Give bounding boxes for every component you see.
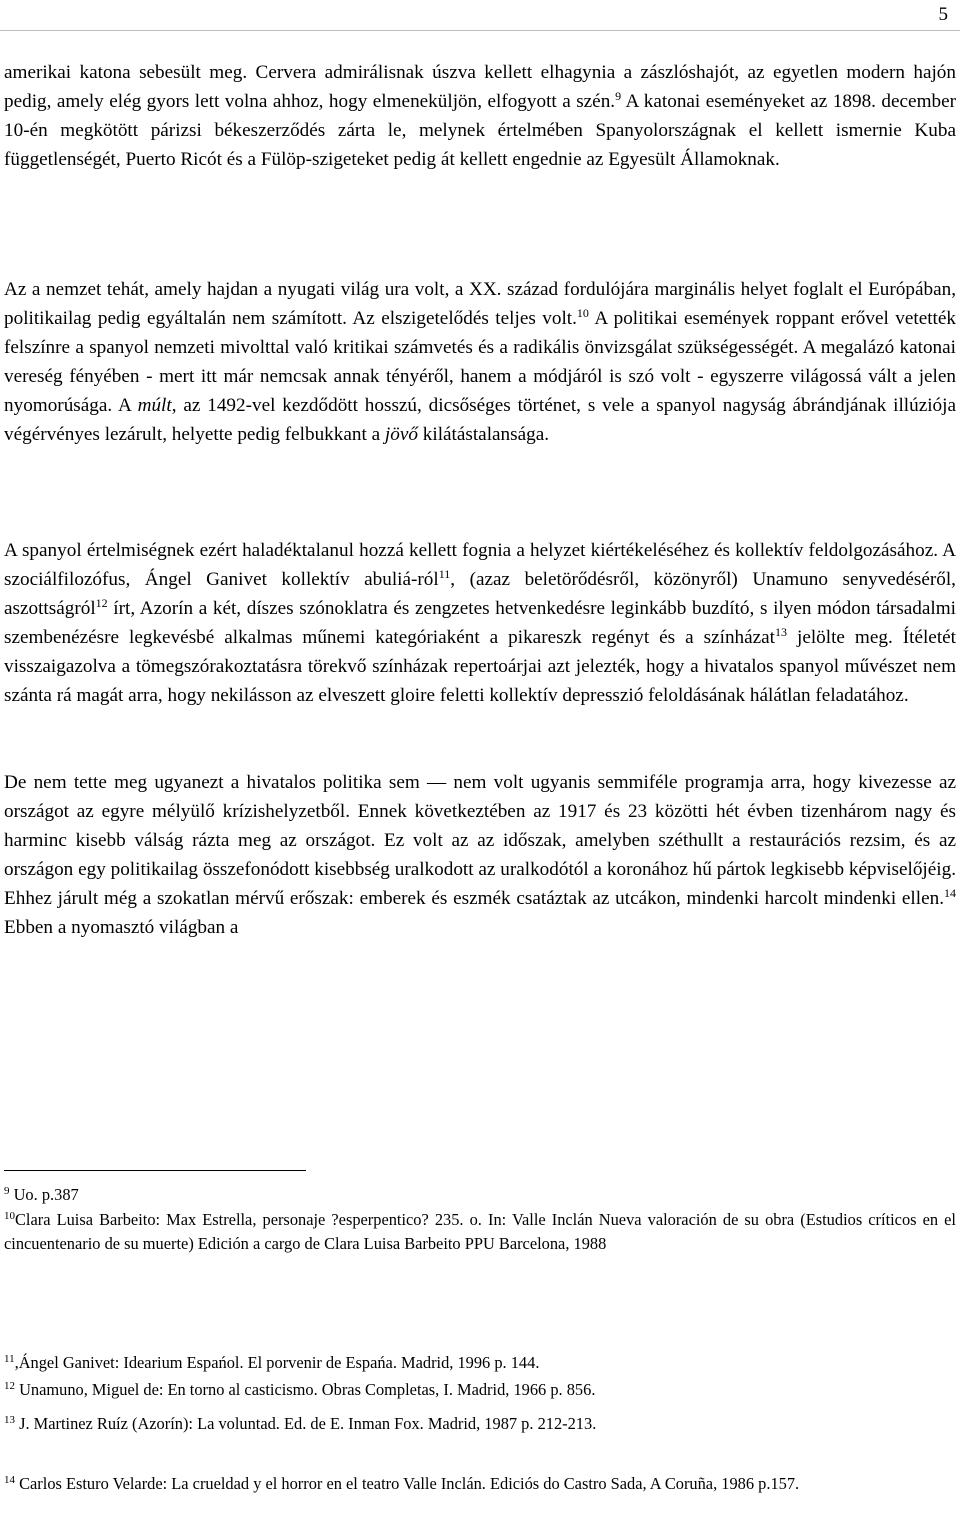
paragraph-3-text-c: írt, Azorín a két, díszes szónoklatra és zengzetes hetvenkedésre leginkább buzdító, s ilyen módon társadalmi szembenézésre legkevésbé alkalmas műnemi kategóriaként a pikareszk regényt és a színházat [4, 598, 956, 648]
paragraph-2-text-c: , az 1492-vel kezdődött hosszú, dicsőséges történet, s vele a spanyol nagyság ábrándjának illúziója végérvényes lezárult, helyette pedig felbukkant a [4, 395, 956, 445]
paragraph-2-text-d: kilátástalansága. [417, 424, 550, 445]
footnote-ref-13[interactable]: 13 [775, 624, 788, 639]
footnote-number: 13 [4, 1413, 15, 1426]
paragraph-3-text-d: jelölte meg. Ítéletét visszaigazolva a tömegszórakoztatásra törekvő színházak repertoárjai azt jelezték, hogy a hivatalos spanyol művészet nem szánta rá magát arra, hogy nekilásson az elveszett gloire feletti kollektív depresszió feloldásának hálátlan feladatához. [4, 627, 956, 706]
footnote-text: ,Ángel Ganivet: Idearium Espańol. El porvenir de Espańa. Madrid, 1996 p. 144. [14, 1353, 540, 1372]
footnote-14 [4, 1472, 956, 1496]
footnote-9 [4, 1183, 956, 1207]
paragraph-3 [4, 536, 956, 710]
footnote-separator [4, 1170, 306, 1171]
footnote-12 [4, 1378, 956, 1402]
footnote-text: Carlos Esturo Velarde: La crueldad y el horror en el teatro Valle Inclán. Ediciós do Castro Sada, A Coruña, 1986 p.157. [15, 1474, 800, 1493]
footnote-text: J. Martinez Ruíz (Azorín): La voluntad. Ed. de E. Inman Fox. Madrid, 1987 p. 212-213. [15, 1414, 597, 1433]
footnote-10 [4, 1208, 956, 1256]
paragraph-1 [4, 58, 956, 174]
page-number: 5 [938, 4, 948, 25]
paragraph-4-text-a: De nem tette meg ugyanezt a hivatalos politika sem — nem volt ugyanis semmiféle programja arra, hogy kivezesse az országot az egyre mélyülő krízishelyzetből. Ennek következtében az 1917 és 23 közötti hét évben tizenhárom nagy és harminc kisebb válság rázta meg az országot. Ez volt az az időszak, amelyben széthullt a restaurációs rezsim, és az országon egy politikailag összefonódott kisebbség uralkodott az uralkodótól a koronához hű pártok legkisebb képviselőjéig. Ehhez járult még a szokatlan mérvű erőszak: emberek és eszmék csatáztak az utcákon, mindenki harcolt mindenki ellen. [4, 772, 956, 909]
footnote-text: Clara Luisa Barbeito: Max Estrella, personaje ?esperpentico? 235. o. In: Valle Inclán Nueva valoración de su obra (Estudios críticos en el cincuentenario de su muerte) Edición a cargo de Clara Luisa Barbeito PPU Barcelona, 1988 [4, 1210, 956, 1253]
footnote-text: Unamuno, Miguel de: En torno al casticismo. Obras Completas, I. Madrid, 1966 p. 856. [15, 1380, 596, 1399]
header-rule [0, 30, 960, 31]
footnote-13 [4, 1412, 956, 1436]
footnote-ref-11[interactable]: 11 [438, 566, 451, 581]
footnote-number: 14 [4, 1473, 15, 1486]
footnote-ref-14[interactable]: 14 [944, 885, 956, 900]
footnote-text: Uo. p.387 [9, 1185, 79, 1204]
footnote-number: 11 [4, 1352, 15, 1365]
paragraph-4-text-b: Ebben a nyomasztó világban a [4, 917, 239, 938]
footnote-number: 9 [4, 1184, 10, 1197]
footnote-number: 10 [4, 1209, 15, 1222]
footnote-ref-9[interactable]: 9 [615, 88, 622, 103]
paragraph-2 [4, 275, 956, 449]
italic-jovo: jövő [384, 424, 418, 445]
italic-mult: múlt [137, 395, 172, 416]
paragraph-1-text-a: amerikai katona sebesült meg. Cervera admirálisnak úszva kellett elhagynia a zászlóshajót, az egyetlen modern hajón pedig, amely elég gyors lett volna ahhoz, hogy elmeneküljön, elfogyott a szén. [4, 62, 956, 112]
footnote-11 [4, 1351, 956, 1375]
paragraph-1-text-b: A katonai eseményeket az 1898. december 10-én megkötött párizsi békeszerződés zárta le, melynek értelmében Spanyolországnak el kellett ismernie Kuba függetlenségét, Puerto Ricót és a Fülöp-szigeteket pedig át kellett engednie az Egyesült Államoknak. [4, 91, 956, 170]
footnote-number: 12 [4, 1379, 15, 1392]
paragraph-3-text-a: A spanyol értelmiségnek ezért haladéktalanul hozzá kellett fognia a helyzet kiértékeléséhez és kollektív feldolgozásához. A szociálfilozófus, Ángel Ganivet kollektív abuliá-ról [4, 540, 956, 590]
paragraph-3-text-b: , (azaz beletörődésről, közönyről) Unamuno senyvedéséről, aszottságról [4, 569, 956, 619]
paragraph-4 [4, 768, 956, 942]
paragraph-2-text-a: Az a nemzet tehát, amely hajdan a nyugati világ ura volt, a XX. század fordulójára marginális helyet foglalt el Európában, politikailag pedig egyáltalán nem számított. Az elszigetelődés teljes volt. [4, 279, 956, 329]
paragraph-2-text-b: A politikai események roppant erővel vetették felszínre a spanyol nemzeti mivolttal való kritikai számvetés és a radikális önvizsgálat szükségességét. A megalázó katonai vereség fényében - mert itt már nemcsak annak tényéről, hanem a módjáról is szó volt - egyszerre világossá vált a jelen nyomorúsága. A [4, 308, 956, 416]
footnote-ref-10[interactable]: 10 [576, 305, 589, 320]
footnote-ref-12[interactable]: 12 [95, 595, 108, 610]
